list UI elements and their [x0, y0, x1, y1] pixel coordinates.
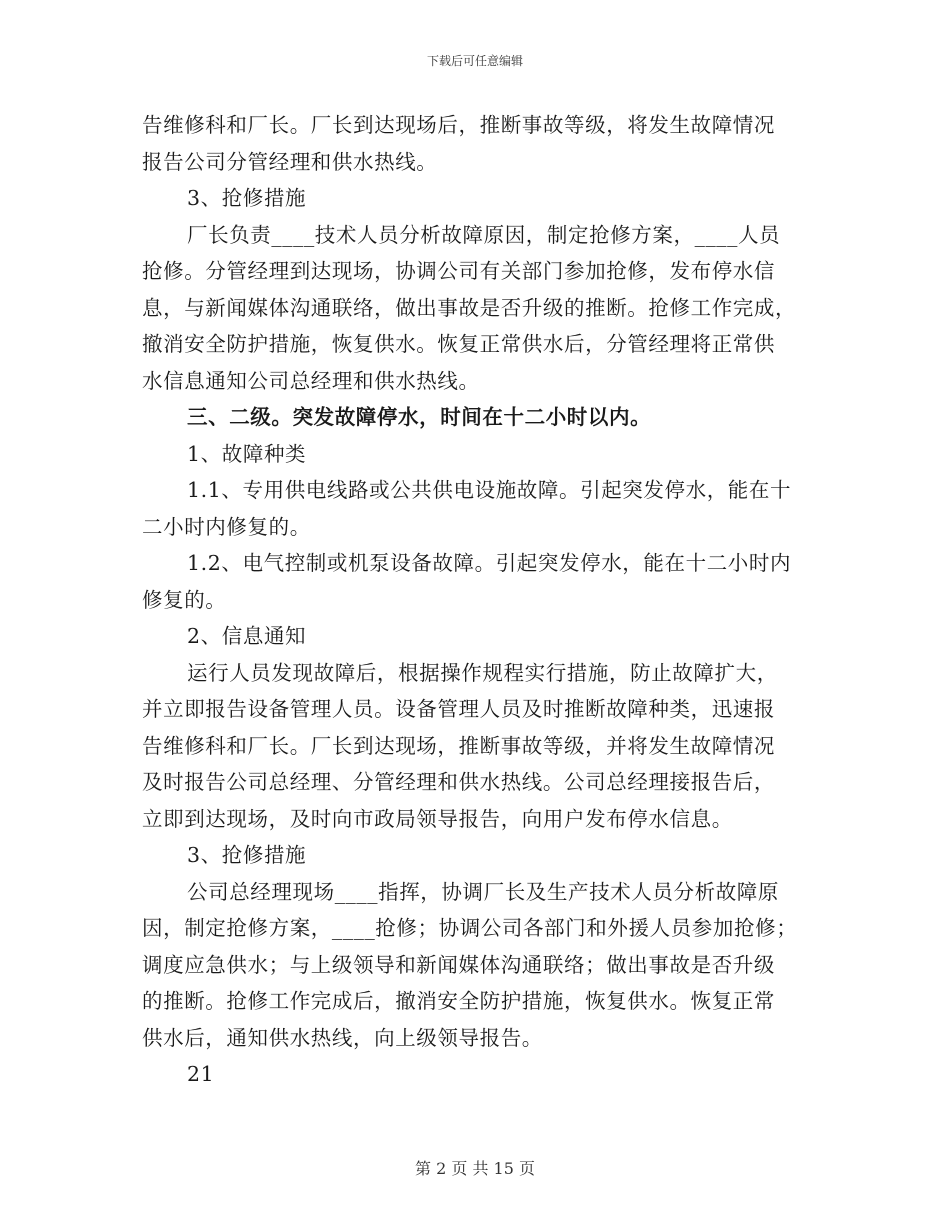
body-line: 水信息通知公司总经理和供水热线。: [142, 368, 480, 393]
body-line: 运行人员发现故障后，根据操作规程实行措施，防止故障扩大，: [187, 660, 778, 685]
body-line: 立即到达现场，及时向市政局领导报告，向用户发布停水信息。: [142, 806, 733, 831]
section-heading: 1、故障种类: [187, 441, 307, 466]
body-line: 因，制定抢修方案，____抢修；协调公司各部门和外援人员参加抢修；: [142, 916, 798, 940]
body-line: 并立即报告设备管理人员。设备管理人员及时推断故障种类，迅速报: [142, 697, 775, 721]
body-line: 息，与新闻媒体沟通联络，做出事故是否升级的推断。抢修工作完成，: [142, 295, 797, 320]
body-line: 的推断。抢修工作完成后，撤消安全防护措施，恢复供水。恢复正常: [142, 989, 775, 1013]
body-line: 抢修。分管经理到达现场，协调公司有关部门参加抢修，发布停水信: [142, 259, 775, 283]
body-line: 二小时内修复的。: [142, 514, 311, 539]
page-footer: 第 2 页 共 15 页: [415, 1159, 535, 1178]
body-line: 告维修科和厂长。厂长到达现场，推断事故等级，并将发生故障情况: [142, 733, 775, 758]
document-body: [142, 107, 812, 1093]
body-line: 撤消安全防护措施，恢复供水。恢复正常供水后，分管经理将正常供: [142, 332, 775, 356]
body-line: 修复的。: [142, 587, 227, 612]
body-line: 报告公司分管经理和供水热线。: [142, 149, 438, 174]
body-line: 告维修科和厂长。厂长到达现场后，推断事故等级，将发生故障情况: [142, 113, 775, 137]
body-line: 及时报告公司总经理、分管经理和供水热线。公司总经理接报告后，: [142, 770, 775, 794]
body-line: 公司总经理现场____指挥，协调厂长及生产技术人员分析故障原: [187, 879, 779, 904]
page-header: 下载后可任意编辑: [426, 54, 523, 68]
chapter-heading: 三、二级。突发故障停水，时间在十二小时以内。: [187, 405, 652, 429]
body-line: 1.1、专用供电线路或公共供电设施故障。引起突发停水，能在十: [187, 478, 792, 502]
body-line: 调度应急供水；与上级领导和新闻媒体沟通联络；做出事故是否升级: [142, 952, 775, 977]
body-line: 21: [187, 1062, 215, 1086]
section-heading: 3、抢修措施: [187, 186, 307, 210]
section-heading: 2、信息通知: [187, 624, 307, 648]
body-line: 1.2、电气控制或机泵设备故障。引起突发停水，能在十二小时内: [187, 551, 792, 575]
section-heading: 3、抢修措施: [187, 843, 307, 867]
body-line: 供水后，通知供水热线，向上级领导报告。: [142, 1025, 543, 1050]
body-line: 厂长负责____技术人员分析故障原因，制定抢修方案，____人员: [187, 222, 781, 247]
